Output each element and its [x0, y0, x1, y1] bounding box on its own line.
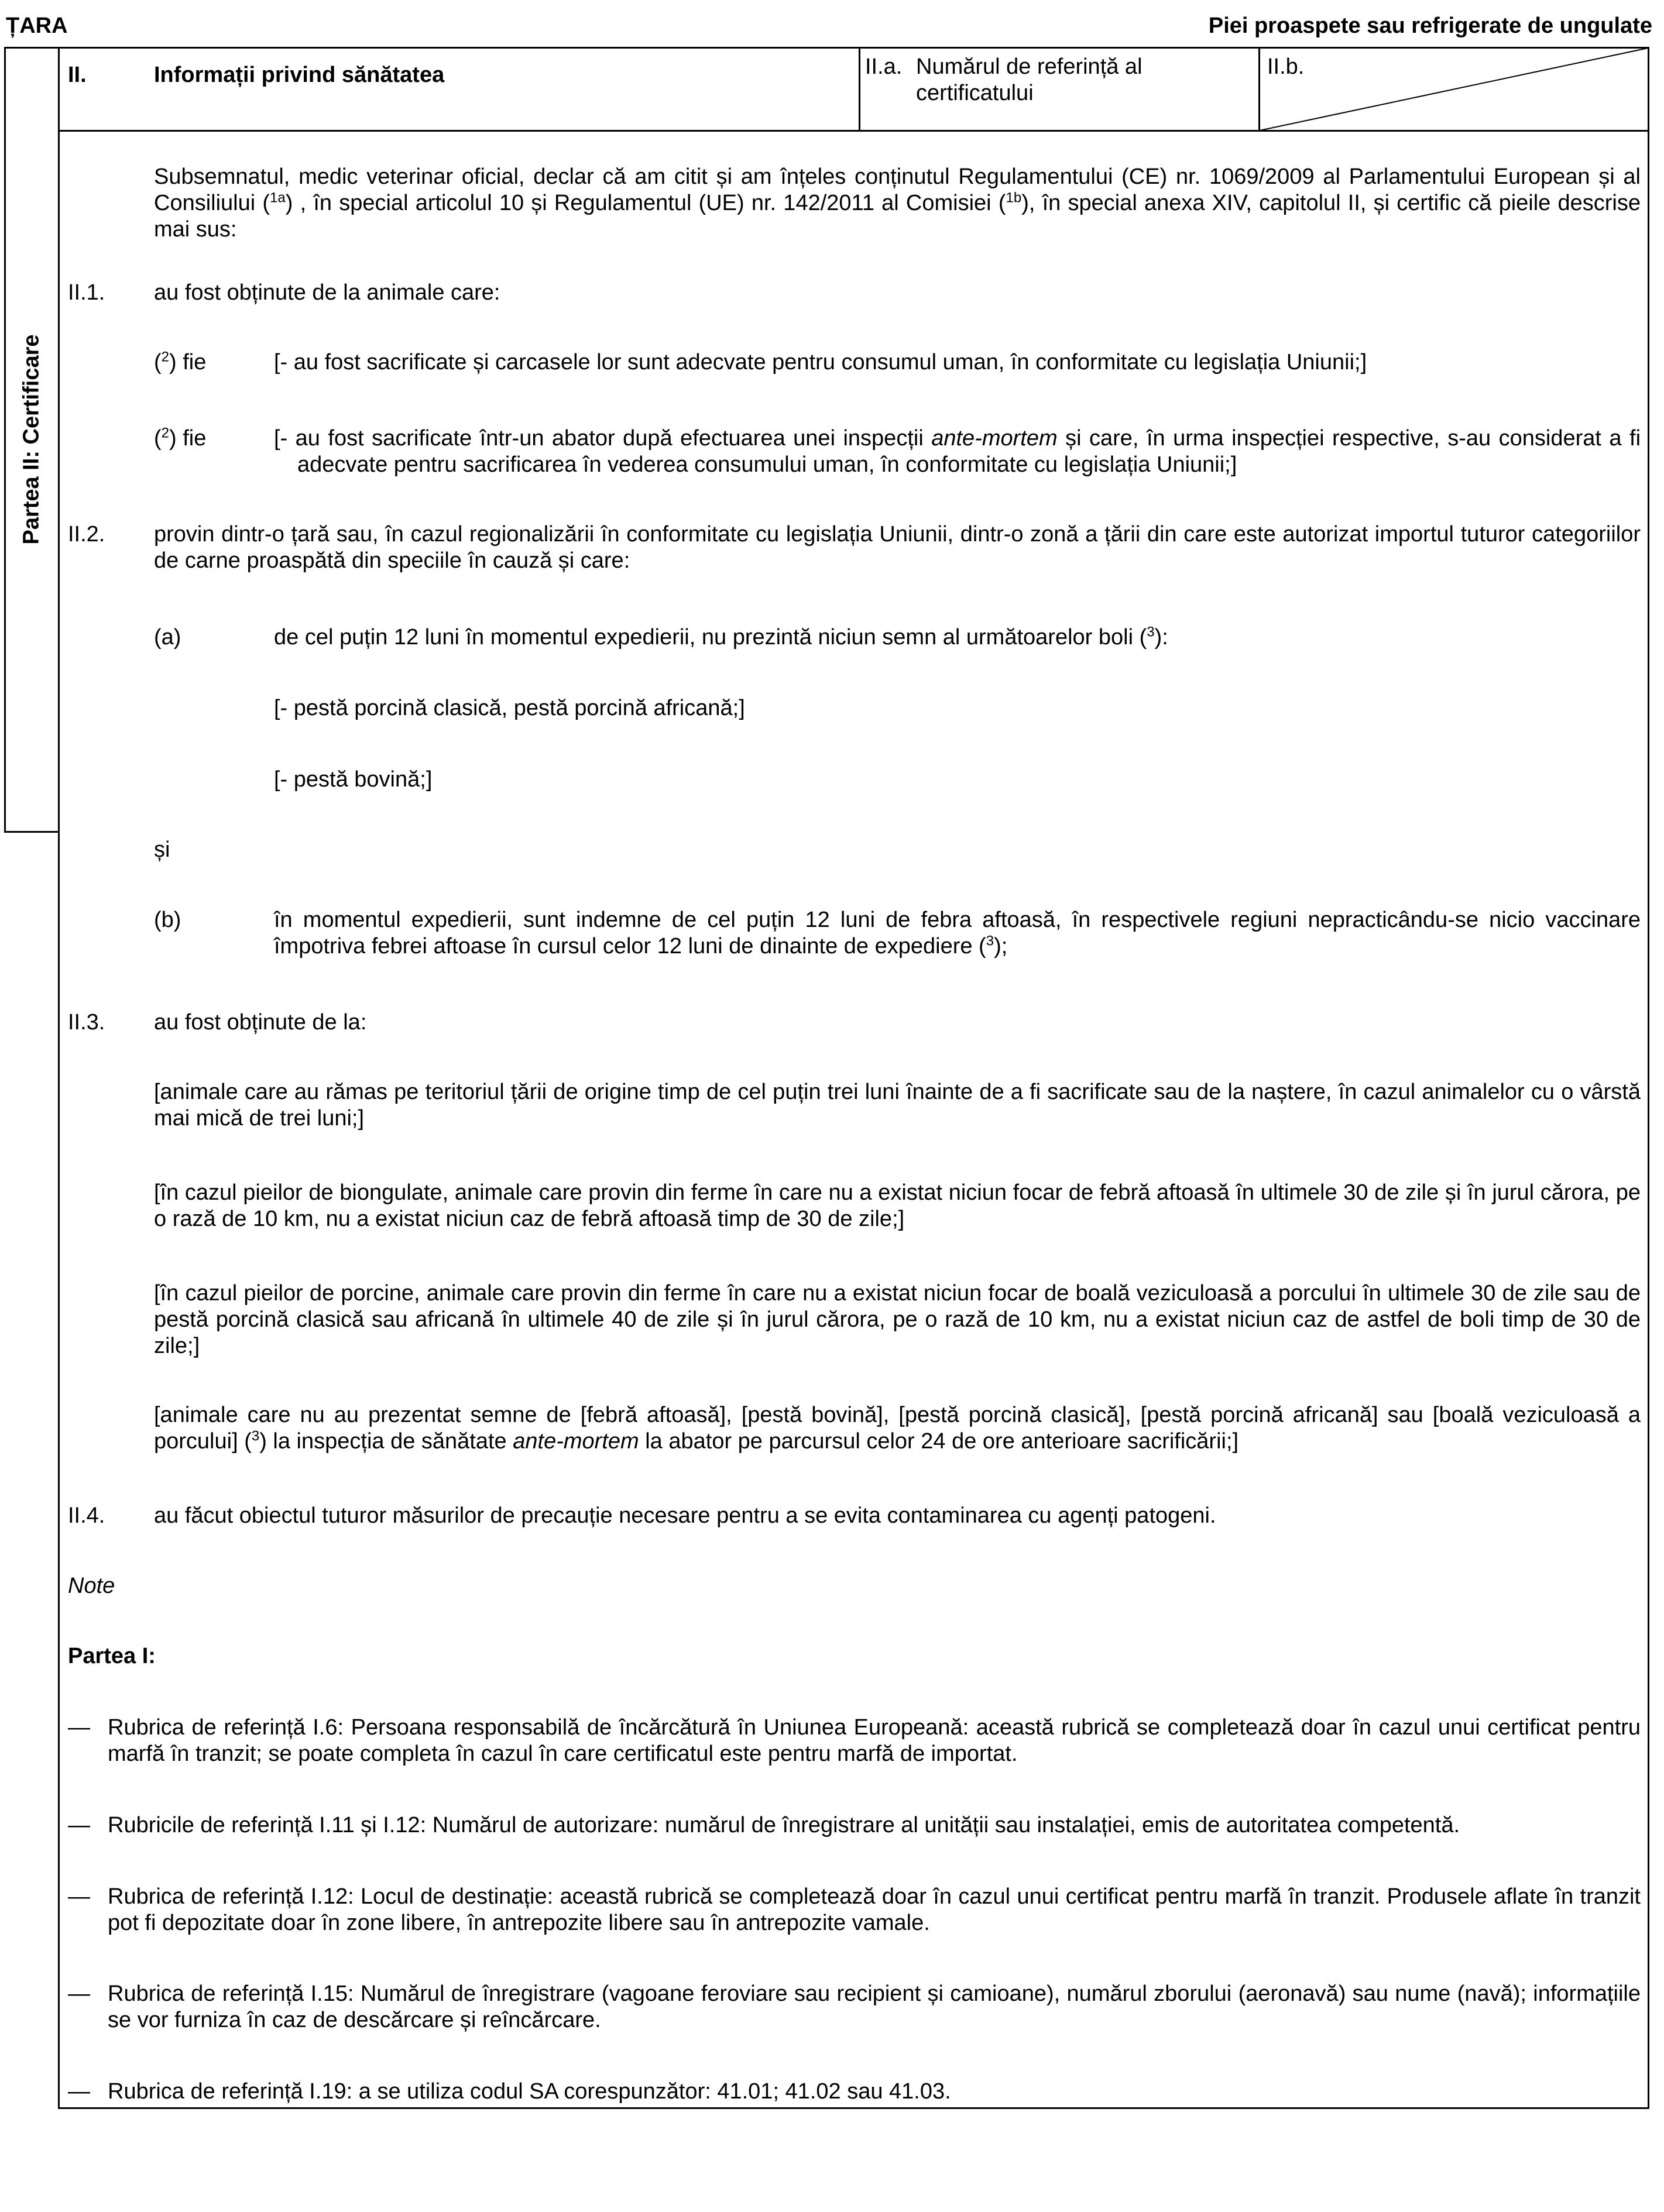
note-4: — Rubrica de referință I.15: Numărul de înregistrare (vagoane feroviare sau recipient și camioane), numărul zborului (aeronavă) sau nume (navă); informațiile se vor furniza în caz de descărcare și reîncărcare.	[68, 1981, 1641, 2032]
ii4-text: au făcut obiectul tuturor măsurilor de precauție necesare pentru a se evita contaminarea cu agenți patogeni.	[154, 1503, 1216, 1528]
note-1: — Rubrica de referință I.6: Persoana responsabilă de încărcătură în Uniunea Europeană: această rubrică se completează doar în cazul unui certificat pentru marfă în tranzit; se poate completa în cazul în care certificatul este pentru marfă de importat.	[68, 1715, 1641, 1766]
ii4-number: II.4.	[68, 1503, 105, 1528]
ii3-text: au fost obținute de la:	[154, 1010, 367, 1035]
ii1-text: au fost obținute de la animale care:	[154, 280, 500, 305]
header-div-1	[859, 47, 860, 131]
ii1-opt2-text: [- au fost sacrificate într-un abator după efectuarea unei inspecții ante-mortem și care, în urma inspecției respective, s-au considerat a fi adecvate pentru sacrificarea în vederea consumului uman, în conformitate cu legislația Uniunii;]	[274, 426, 1641, 477]
ii2-a-item1: [- pestă porcină clasică, pestă porcină africană;]	[274, 696, 745, 720]
ii1-opt1-text: [- au fost sacrificate și carcasele lor sunt adecvate pentru consumul uman, în conformitate cu legislația Uniunii;]	[274, 350, 1367, 375]
note-dash: —	[68, 1884, 90, 1909]
ii2-number: II.2.	[68, 522, 105, 547]
ref-b-label: II.b.	[1267, 54, 1305, 79]
ii2-a-label: (a)	[154, 625, 181, 650]
ii2-b-text: în momentul expedierii, sunt indemne de cel puțin 12 luni de febra aftoasă, în respectivele regiuni nepracticându-se nicio vaccinare împotriva febrei aftoase în cursul celor 12 luni de dinainte de expediere ($^3$);	[274, 908, 1641, 959]
note-dash: —	[68, 1813, 90, 1837]
ii3-p3: [în cazul pieilor de porcine, animale care provin din ferme în care nu a existat niciun focar de boală veziculoasă a porcului în ultimele 30 de zile sau de pestă porcină clasică sau africană în ultimele 40 de zile și în jurul cărora, pe o rază de 10 km, nu a existat niciun caz de astfel de boli timp de 30 de zile;]	[154, 1281, 1641, 1358]
ii2-text: provin dintr-o țară sau, în cazul regionalizării în conformitate cu legislația Uniunii, dintr-o zonă a țării din care este autorizat importul tuturor categoriilor de carne proaspătă din speciile în cauză și care:	[154, 522, 1641, 573]
ii2-a-text: de cel puțin 12 luni în momentul expedierii, nu prezintă niciun semn al următoarelor boli ($^3$):	[274, 624, 1168, 650]
notes-part: Partea I:	[68, 1644, 156, 1668]
section-number: II.	[68, 63, 87, 87]
frame-bottom	[58, 2107, 1649, 2109]
side-label: Partea II: Certificare	[19, 334, 44, 545]
ii1-opt1-prefix: ($^2$) fie	[154, 349, 207, 375]
ref-a-text: Numărul de referință al certificatului	[916, 54, 1143, 105]
header-country: ȚARA	[6, 13, 68, 38]
ii1-number: II.1.	[68, 280, 105, 305]
ref-a-label: II.a.	[865, 54, 903, 79]
note-3: — Rubrica de referință I.12: Locul de destinație: această rubrică se completează doar în cazul unui certificat pentru marfă în tranzit. Produsele aflate în tranzit pot fi depozitate doar în zone libere, în antrepozite libere sau în antrepozite vamale.	[68, 1884, 1641, 1935]
ii3-p1: [animale care au rămas pe teritoriul țării de origine timp de cel puțin trei luni înainte de a fi sacrificate sau de la naștere, în cazul animalelor cu o vârstă mai mică de trei luni;]	[154, 1080, 1641, 1131]
ii3-number: II.3.	[68, 1010, 105, 1035]
frame-left-bottom	[4, 831, 59, 833]
section-title: Informații privind sănătatea	[154, 63, 445, 87]
ii2-a-item2: [- pestă bovină;]	[274, 767, 433, 792]
note-dash: —	[68, 2079, 90, 2104]
ii2-and: și	[154, 837, 170, 862]
ii3-p4: [animale care nu au prezentat semne de [febră aftoasă], [pestă bovină], [pestă porcină clasică], [pestă porcină africană] sau [boală veziculoasă a porcului] ($^3$) la inspecția de sănătate ante-mortem la abator pe parcursul celor 24 de ore anterioare sacrificării;]	[154, 1403, 1641, 1454]
note-2: — Rubricile de referință I.11 și I.12: Numărul de autorizare: numărul de înregistrare al unității sau instalației, emis de autoritatea competentă.	[68, 1813, 1460, 1837]
intro-paragraph: Subsemnatul, medic veterinar oficial, declar că am citit și am înțeles conținutul Regulamentului (CE) nr. 1069/2009 al Parlamentului European și al Consiliului ($^{1a}$) , în special articolul 10 și Regulamentul (UE) nr. 142/2011 al Comisiei ($^{1b}$), în special anexa XIV, capitolul II, și certific că pieile descrise mai sus:	[154, 164, 1641, 242]
frame-right	[1648, 47, 1649, 2109]
frame-inner-left	[58, 47, 60, 2109]
ii3-p2: [în cazul pieilor de biongulate, animale care provin din ferme în care nu a existat niciun focar de febră aftoasă în ultimele 30 de zile și în jurul cărora, pe o rază de 10 km, nu a existat niciun caz de febră aftoasă timp de 30 de zile;]	[154, 1180, 1641, 1231]
header-title: Piei proaspete sau refrigerate de ungulate	[1208, 13, 1652, 38]
note-dash: —	[68, 1715, 90, 1740]
note-5: — Rubrica de referință I.19: a se utiliza codul SA corespunzător: 41.01; 41.02 sau 41.03.	[68, 2079, 951, 2104]
notes-title: Note	[68, 1574, 115, 1598]
ii1-opt2-prefix: ($^2$) fie	[154, 425, 207, 451]
frame-left	[4, 47, 6, 832]
note-dash: —	[68, 1981, 90, 2006]
crossed-out-cell	[1258, 47, 1649, 132]
ii2-b-label: (b)	[154, 908, 181, 932]
